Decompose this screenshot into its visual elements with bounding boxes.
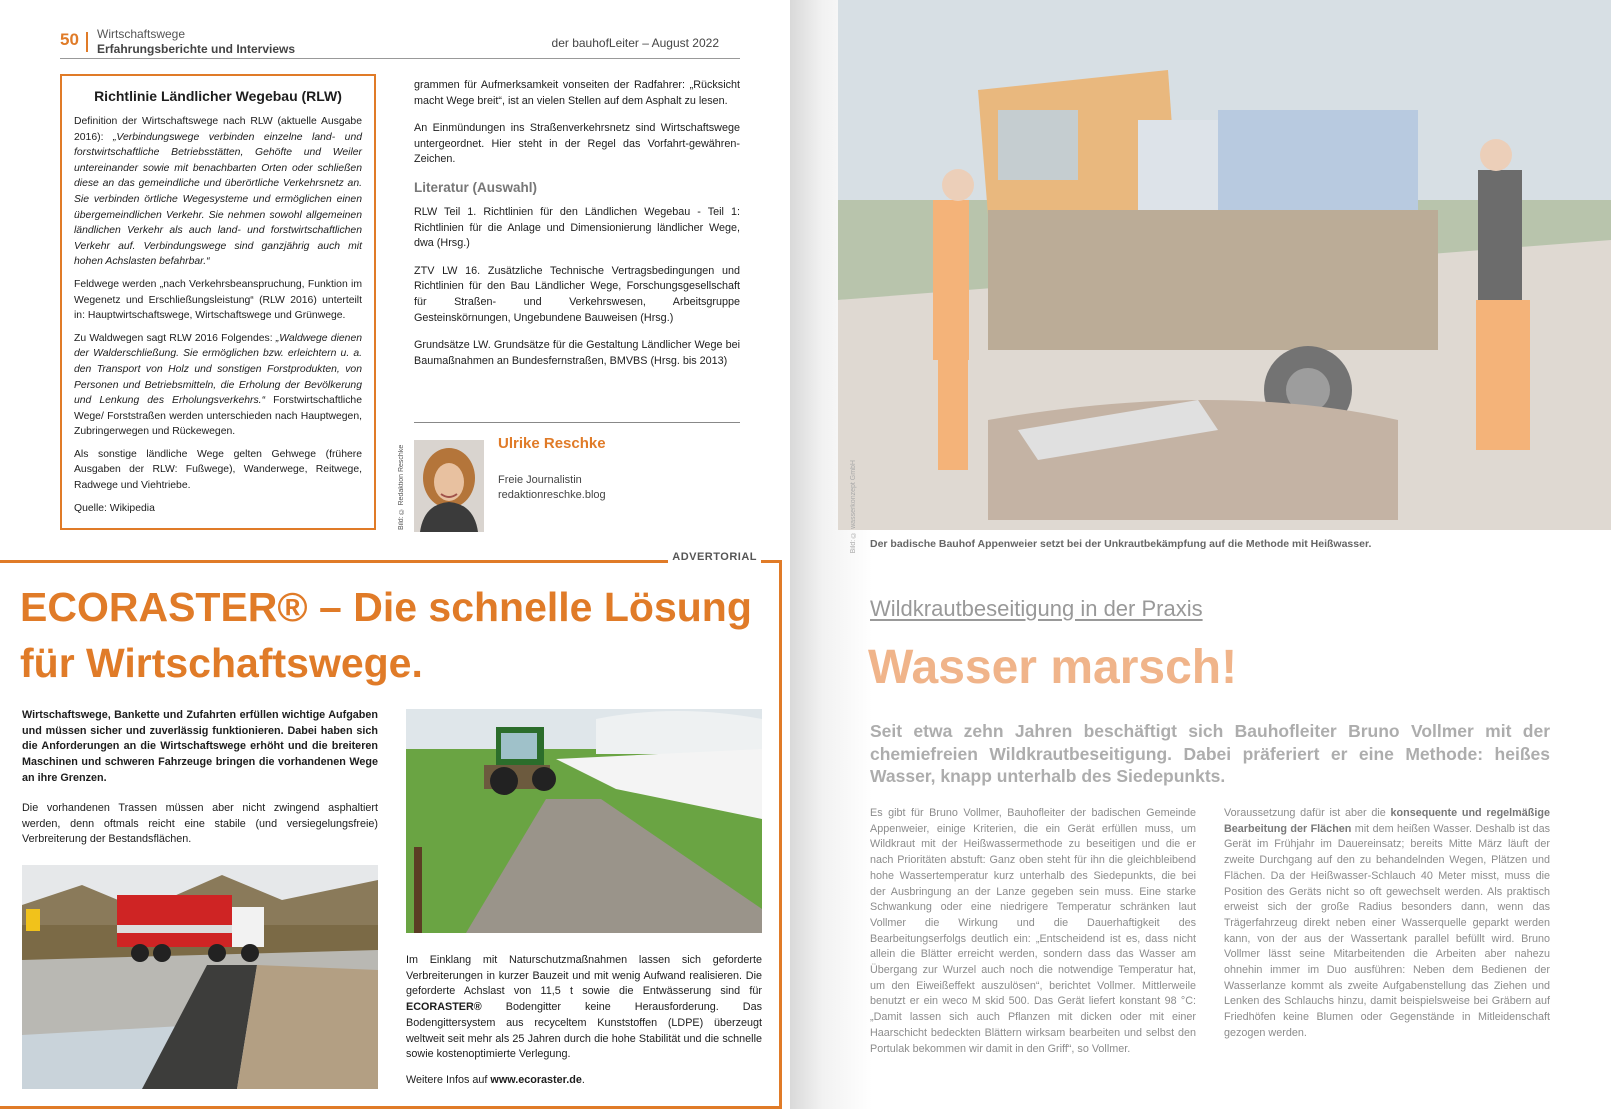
rlw-paragraph-4: Als sonstige ländliche Wege gelten Gehwege (frühere Ausgaben der RLW: Fußwege), Wanderwege, Reitwege, Radwege und Viehtriebe.	[74, 448, 362, 492]
rlw-source: Quelle: Wikipedia	[74, 502, 155, 514]
advertorial-more-info	[406, 1074, 762, 1086]
advertorial-title-line-2: für Wirtschaftswege.	[20, 640, 423, 686]
advertorial-intro: Wirtschaftswege, Bankette und Zufahrten erfüllen wichtige Aufgaben und müssen sicher und zuverlässig funktionieren. Dabei haben sich die Anforderungen an die Wirtschaftswege erhöht und die breiteren Maschinen und schweren Fahrzeuge bringen die vorhandenen Wege an ihre Grenzen.	[22, 709, 378, 784]
author-name: Ulrike Reschke	[498, 435, 606, 452]
advertorial-title-line-1: ECORASTER® – Die schnelle Lösung	[20, 584, 752, 630]
literature-item-2: ZTV LW 16. Zusätzliche Technische Vertragsbedingungen und Richtlinien für den Bau Ländlicher Wege, Forschungsgesellschaft für Straßen- und Verkehrswesen, Arbeitsgruppe Gesteinskörnungen, Ungebundene Bauweisen (Hrsg.)	[414, 264, 740, 324]
rlw-p3-plain: Zu Waldwegen sagt RLW 2016 Folgendes:	[74, 332, 276, 344]
article-column-left: Es gibt für Bruno Vollmer, Bauhofleiter der badischen Gemeinde Appenweier, einige Kriterien, die ein Gerät erfüllen muss, um Wildkraut mit der Heißwassermethode zu beseitigen und die er nach Prioritäten abstuft: Ganz oben steht für ihn die gleichbleibend hohe Wassertemperatur kurz unterhalb des Siedepunkts, die bei der Ausbringung an der Lanze gegeben sein muss. Eine starke Schwankung oder eine niedrigere Temperatur schränken laut Vollmer die Wirkung und die Dauerhaftigkeit des Bearbeitungserfolgs deutlich ein: „Entscheidend ist es, dass nicht allein die Blätter erreicht werden, sondern dass das Wasser am Übergang zur Wurzel auch noch die notwendige Temperatur hat, um den Eiweißeffekt auszulösen“, berichtet Vollmer. Mittlerweile benutzt er ein weco M skid 500. Das Gerät liefert konstant 98 °C: „Damit lassen sich auch Pflanzen mit dicken oder mit einer Haarschicht bedeckten Blättern wirksam bearbeiten und selbst den Portulak bekommen wir damit in den Griff“, so Vollmer.	[870, 807, 1196, 1055]
rlw-paragraph-1	[74, 114, 362, 270]
col2-paragraph-1: grammen für Aufmerksamkeit vonseiten der Radfahrer: „Rücksicht macht Wege breit“, ist an vielen Stellen auf dem Asphalt zu lesen.	[414, 79, 740, 107]
author-role: Freie Journalistin	[498, 474, 582, 486]
hot-water-weeding-photo	[838, 0, 1611, 530]
rlw-p1-plain: Definition der Wirtschaftswege nach RLW (aktuelle Ausgabe 2016):	[74, 116, 362, 143]
section-subtitle: Erfahrungsberichte und Interviews	[97, 42, 296, 56]
tractor-on-path-photo	[406, 709, 762, 933]
advertorial-box	[0, 551, 782, 1109]
header-separator	[86, 32, 88, 52]
article-kicker: Wildkrautbeseitigung in der Praxis	[870, 596, 1203, 621]
col-right-text-b: mit dem heißen Wasser. Deshalb ist das Gerät im Frühjahr im Dauereinsatz; bereits Mitte März läuft der zweite Durchgang auf den zu behandelnden Wegen, Plätzen und Flächen. Da der Heißwasser-Schlauch 40 Meter misst, muss die Position des Geräts nicht so oft gewechselt werden. Als praktisch erweist sich der große Radius besonders dann, wenn das Trägerfahrzeug direkt neben einer Wasserquelle geparkt werden kann, von der aus der Wassertank parallel befüllt wird. Bruno Vollmer lässt seine Mitarbeitenden die Arbeiten aber nahezu ohnehin immer im Duo ausführen: Neben dem Bedienen der Wasserlanze kommt als zweite Aufgabenstellung das Ziehen und Lenken des Schlauchs hinzu, damit beispielsweise bei Gräbern auf Friedhöfen keine Blumen oder Gegenstände in Mitleidenschaft gezogen werden.	[1224, 822, 1550, 1039]
author-blog-link[interactable]: redaktionreschke.blog	[498, 489, 606, 501]
advertorial-paragraph-1: Die vorhandenen Trassen müssen aber nicht zwingend asphaltiert werden, denn oftmals reicht eine stabile (und versiegelungsfreie) Verbreiterung der Bestandsflächen.	[22, 802, 378, 846]
section-title: Wirtschaftswege	[97, 27, 186, 41]
rlw-paragraph-2: Feldwege werden „nach Verkehrsbeanspruchung, Funktion im Wegenetz und Erschließungsleistung“ (RLW 2016) unterteilt in: Hauptwirtschaftswege, Wirtschaftswege und Grünwege.	[74, 278, 362, 322]
truck-on-grid-photo	[22, 865, 378, 1089]
advertorial-title	[20, 579, 760, 691]
advertorial-label: ADVERTORIAL	[668, 551, 761, 563]
article-column-right	[1224, 806, 1550, 1042]
author-photo	[414, 440, 484, 532]
issue-label: der bauhofLeiter – August 2022	[551, 36, 719, 50]
page-number: 50	[60, 30, 79, 49]
rlw-p3-tail: Forstwirtschaftliche Wege/ Forststraßen werden unterschieden nach Hauptwegen, Zubringerwegen und Rückewegen.	[74, 395, 362, 438]
col-right-emphasis: konsequente und regelmäßige Bearbeitung der Flächen	[1224, 807, 1550, 835]
literature-item-3: Grundsätze LW. Grundsätze für die Gestaltung Ländlicher Wege bei Baumaßnahmen an Bundesfernstraßen, BMVBS (Hrsg. bis 2013)	[414, 339, 740, 367]
rlw-p1-quote: „Verbindungswege verbinden einzelne land- und forstwirtschaftliche Betriebsstätten, Gehöfte und Weiler untereinander sowie mit benachbarten Orten oder schließen diese an das gemeindliche und überörtliche Verkehrsnetz an. Sie verbinden örtliche Wegesysteme und ermöglichen einen übergemeindlichen Verkehr. Sie nehmen sowohl allgemeinen ländlichen Verkehr als auch land- und forstwirtschaftlichen Verkehr auf. Verbindungswege sind ganzjährig auch mit hohen Achslasten befahrbar.“	[74, 131, 362, 268]
rlw-paragraph-3	[74, 331, 362, 440]
rlw-box-title: Richtlinie Ländlicher Wegebau (RLW)	[94, 88, 342, 104]
author-divider	[414, 422, 740, 423]
advertorial-paragraph-2	[406, 953, 762, 1063]
article-title: Wasser marsch!	[868, 641, 1238, 694]
article-column-2	[414, 78, 740, 381]
more-info-suffix: .	[581, 1074, 585, 1086]
hero-photo-credit: Bild: © wasserkonzept GmbH	[850, 460, 857, 554]
adv-p2-text-b: Bodengitter keine Herausforderung. Das Bodengittersystem aus recyceltem Kunststoffen (LDPE) überzeugt weltweit seit mehr als 25 Jahren durch die hohe Stabilität und die schnelle sowie kostenoptimierte Verlegung.	[406, 1001, 762, 1061]
literature-item-1: RLW Teil 1. Richtlinien für den Ländlichen Wegebau - Teil 1: Richtlinien für die Anlage und Dimensionierung ländlicher Wege, dwa (Hrsg.)	[414, 205, 740, 250]
col2-paragraph-2: An Einmündungen ins Straßenverkehrsnetz sind Wirtschaftswege untergeordnet. Hier steht in der Regel das Vorfahrt-gewähren-Zeichen.	[414, 122, 740, 166]
rlw-p3-quote: „Waldwege dienen der Walderschließung. Sie ermöglichen bzw. erleichtern u. a. den Transport von Holz und sonstigen Forstprodukten, von Personen und Betriebsmitteln, die Erholung der Bevölkerung und Lenkung des Erholungsverkehrs.“	[74, 332, 362, 407]
photo-caption: Der badische Bauhof Appenweier setzt bei der Unkrautbekämpfung auf die Methode mit Heißwasser.	[870, 538, 1372, 550]
col-right-text-a: Voraussetzung dafür ist aber die	[1224, 807, 1391, 819]
adv-p2-text-a: Im Einklang mit Naturschutzmaßnahmen lassen sich geforderte Verbreiterungen in kurzer Bauzeit und mit wenig Aufwand realisieren. Die geforderte Achslast von 11,5 t sowie die Entwässerung sind für	[406, 954, 762, 998]
ecoraster-link[interactable]: www.ecoraster.de	[490, 1074, 582, 1086]
more-info-prefix: Weitere Infos auf	[406, 1074, 491, 1086]
left-page	[0, 0, 790, 1109]
header-rule	[60, 58, 740, 59]
adv-brand: ECORASTER®	[406, 1001, 482, 1014]
literature-heading: Literatur (Auswahl)	[414, 179, 538, 195]
author-photo-credit: Bild: © Redaktion Reschke	[398, 444, 405, 530]
article-lead: Seit etwa zehn Jahren beschäftigt sich Bauhofleiter Bruno Vollmer mit der chemiefreien Wildkrautbeseitigung. Dabei präferiert er eine Methode: heißes Wasser, knapp unterhalb des Siedepunkts.	[870, 721, 1550, 786]
rlw-info-box	[60, 74, 376, 530]
